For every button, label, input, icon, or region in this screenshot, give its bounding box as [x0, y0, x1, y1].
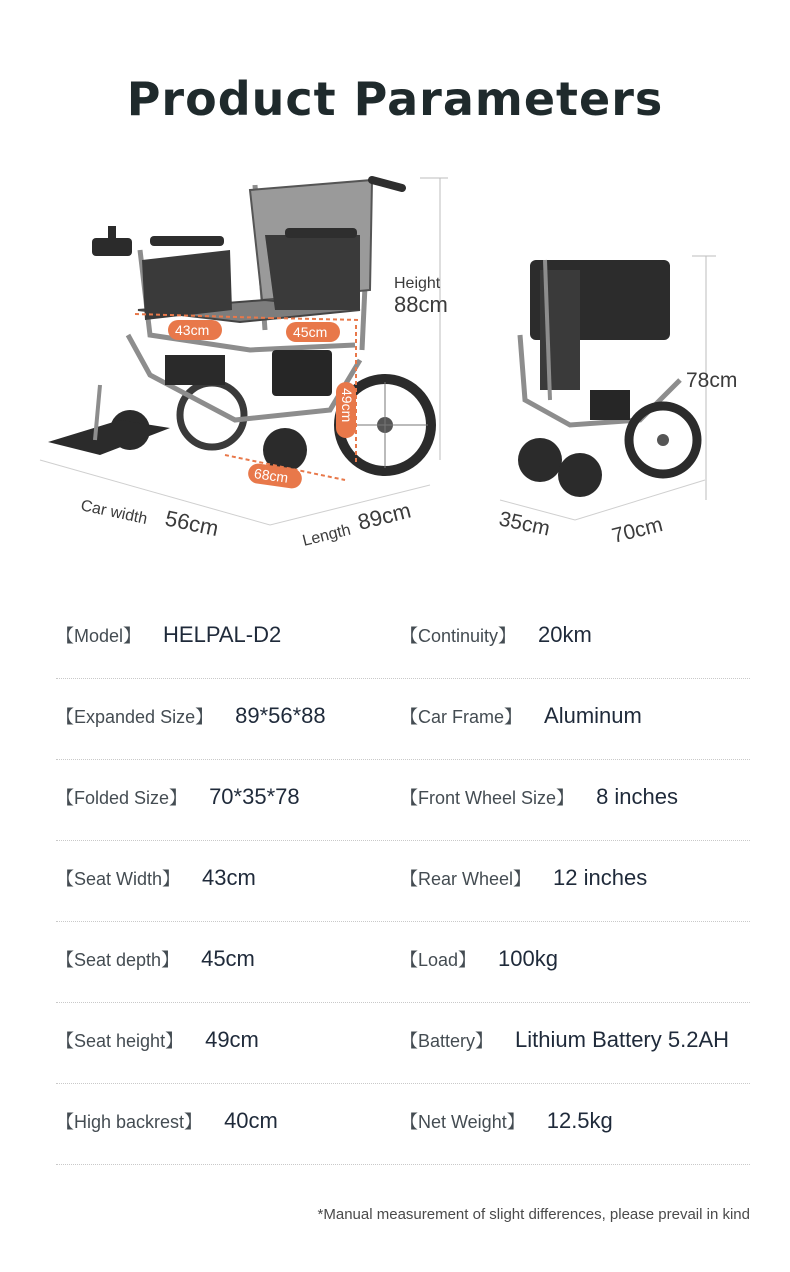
spec-item [56, 946, 255, 972]
spec-value: 45cm [201, 946, 255, 971]
spec-value: HELPAL-D2 [163, 622, 282, 647]
spec-label: 【Model】 [56, 626, 142, 646]
spec-value: 100kg [498, 946, 558, 971]
spec-value: 20km [538, 622, 592, 647]
spec-label: 【Continuity】 [400, 626, 517, 646]
spec-item [400, 1108, 613, 1134]
car-width-value: 56cm [162, 505, 221, 542]
spec-value: 49cm [205, 1027, 259, 1052]
folded-height-value: 78cm [686, 369, 738, 392]
page-title: Product Parameters [126, 72, 664, 126]
spec-label: 【Seat Width】 [56, 869, 181, 889]
folded-width-value: 35cm [496, 507, 552, 541]
folded-wheelchair-image [500, 260, 705, 520]
length-value: 89cm [355, 497, 414, 535]
spec-item [56, 784, 300, 810]
wheelbase-callout: 68cm [253, 465, 290, 486]
spec-label: 【Car Frame】 [400, 707, 523, 727]
spec-label: 【Net Weight】 [400, 1112, 525, 1132]
spec-label: 【High backrest】 [56, 1112, 203, 1132]
car-width-label: Car width [79, 497, 149, 528]
spec-row [56, 922, 750, 1003]
spec-row [56, 841, 750, 922]
spec-label: 【Rear Wheel】 [400, 869, 532, 889]
spec-row [56, 1003, 750, 1084]
spec-item [56, 703, 326, 729]
spec-label: 【Front Wheel Size】 [400, 788, 575, 808]
spec-row [56, 598, 750, 679]
seat-height-callout: 49cm [339, 388, 355, 423]
spec-value: 43cm [202, 865, 256, 890]
spec-item [400, 622, 592, 648]
seat-depth-callout: 45cm [293, 324, 328, 340]
footnote: *Manual measurement of slight differences, please prevail in kind [317, 1206, 750, 1223]
spec-item [400, 865, 647, 891]
spec-value: 89*56*88 [235, 703, 326, 728]
spec-item [56, 1027, 259, 1053]
spec-value: 70*35*78 [209, 784, 300, 809]
spec-value: 8 inches [596, 784, 679, 809]
spec-item [56, 865, 256, 891]
height-label: Height [394, 275, 441, 292]
spec-value: Lithium Battery 5.2AH [515, 1027, 730, 1052]
spec-item [400, 784, 678, 810]
spec-value: 12.5kg [546, 1108, 613, 1133]
spec-row [56, 1084, 750, 1165]
dimension-diagram [0, 160, 790, 560]
spec-item [400, 946, 558, 972]
spec-value: 12 inches [553, 865, 648, 890]
spec-value: 40cm [224, 1108, 278, 1133]
expanded-wheelchair-image [40, 180, 431, 525]
spec-label: 【Seat depth】 [56, 950, 180, 970]
spec-label: 【Battery】 [400, 1031, 494, 1051]
spec-table [56, 598, 750, 1165]
spec-row [56, 760, 750, 841]
spec-item [56, 622, 281, 648]
height-value: 88cm [394, 292, 448, 317]
spec-label: 【Expanded Size】 [56, 707, 214, 727]
spec-label: 【Seat height】 [56, 1031, 184, 1051]
spec-item [400, 1027, 729, 1053]
spec-label: 【Load】 [400, 950, 477, 970]
seat-width-callout: 43cm [175, 322, 210, 338]
folded-length-value: 70cm [609, 513, 666, 548]
spec-value: Aluminum [544, 703, 642, 728]
spec-row [56, 679, 750, 760]
spec-item [56, 1108, 278, 1134]
spec-item [400, 703, 642, 729]
length-label: Length [300, 521, 353, 550]
spec-label: 【Folded Size】 [56, 788, 188, 808]
